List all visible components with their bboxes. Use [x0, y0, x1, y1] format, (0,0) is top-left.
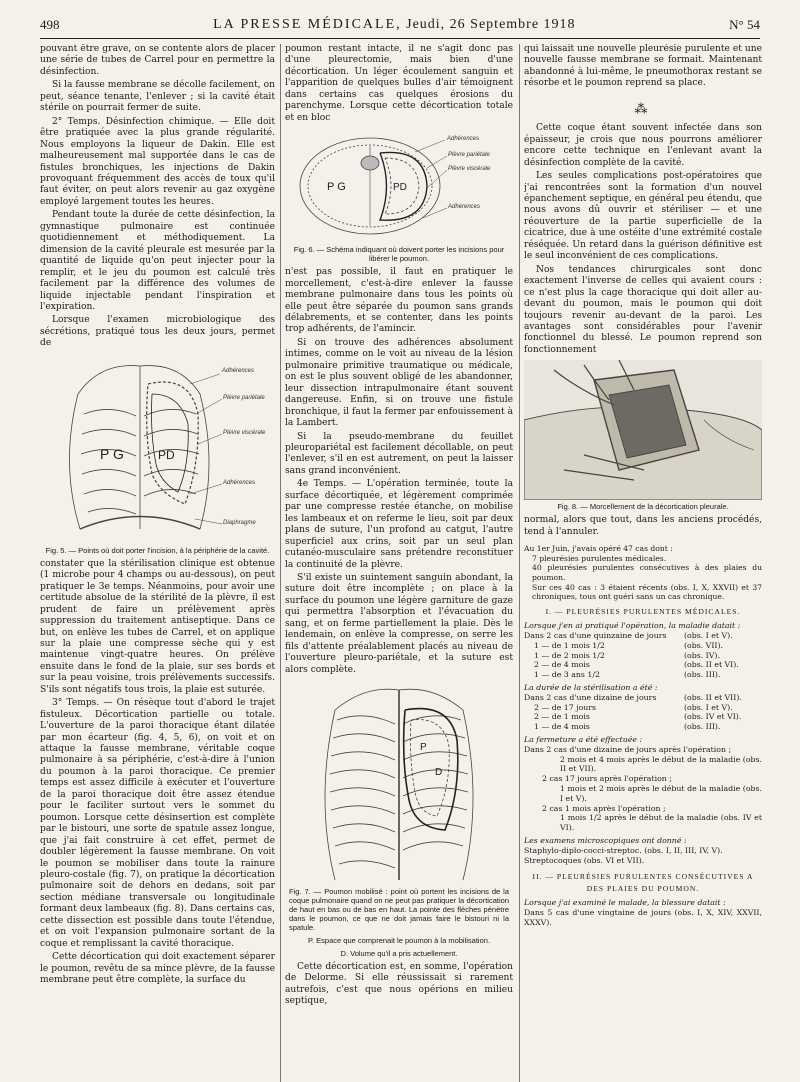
table-lead: Lorsque j'en ai pratiqué l'opération, la maladie datait :	[524, 621, 741, 631]
section-1-table	[524, 621, 762, 865]
label-pd: PD	[158, 447, 175, 462]
paragraph: n'est pas possible, il faut en pratiquer le morcellement, c'est-à-dire enlever la fausse membrane pulmonaire dans tous les points où elle peut être séparée du poumon sans grands délabrements, et se contenter, dans les points trop adhérents, de l'amincir.	[285, 267, 513, 335]
table-line: 1 mois et 2 mois après le début de la maladie (obs. I et V).	[560, 784, 762, 803]
figure-5-caption: Fig. 5. — Points où doit porter l'incision, à la périphérie de la cavité.	[45, 545, 270, 555]
page-header	[40, 12, 760, 39]
table-row: 1 — de 3 ans 1/2 (obs. III).	[534, 670, 721, 680]
thorax-diagram	[40, 354, 275, 544]
journal-name: LA PRESSE MÉDICALE,	[213, 17, 402, 32]
rib-cage-diagram	[285, 680, 513, 885]
table-row: Dans 2 cas d'une dizaine de jours (obs. II et VII).	[524, 692, 742, 702]
table-line: Streptocoques (obs. VI et VII).	[524, 855, 645, 865]
issue-date: Jeudi, 26 Septembre 1918	[406, 17, 576, 32]
table-row: 2 — de 4 mois (obs. II et VI).	[534, 660, 739, 670]
table-row: Dans 2 cas d'une quinzaine de jours (obs. I et V).	[524, 631, 733, 641]
label-plevre-viscerale: Plèvre viscérale	[223, 429, 266, 436]
paragraph: 4e Temps. — L'opération terminée, toute la surface décortiquée, et légèrement comprimée par une compresse restée étanche, on mobilise les lambeaux et on referme le lieu, soit par deux plans de suture, l'un profond au catgut, l'autre superficiel aux crins, soit par un seul plan cutanéo-musculaire sans prétendre reconstituer la continuité de la plèvre.	[285, 479, 513, 570]
paragraph: normal, alors que tout, dans les anciens procédés, tend à l'annuler.	[524, 515, 762, 537]
issue-number: N° 54	[729, 17, 760, 32]
table-lead: La durée de la stérilisation a été :	[524, 683, 658, 693]
table-line: 1 mois 1/2 après le début de la maladie (obs. IV et VI).	[560, 813, 762, 833]
section-heading-1: I. — PLEURÉSIES PURULENTES MÉDICALES.	[545, 606, 741, 616]
table-lead: Lorsque j'ai examiné le malade, la blessure datait :	[524, 898, 726, 908]
surgery-illustration	[524, 360, 762, 500]
label-adherences-bottom: Adhérences	[448, 204, 481, 211]
label-pg: P G	[100, 445, 124, 462]
label-p: P	[420, 742, 427, 754]
figure-7	[285, 680, 513, 958]
paragraph: Cette décortication qui doit exactement séparer le poumon, revêtu de sa mince plèvre, de la fausse membrane peut être complète, la surface du	[40, 952, 275, 986]
column-1	[40, 44, 275, 1082]
label-adherences-top: Adhérences	[447, 136, 480, 143]
section-2-table	[524, 898, 762, 927]
label-plevre-viscerale: Plèvre viscérale	[448, 166, 491, 173]
column-2	[285, 44, 513, 1082]
page-number: 498	[40, 17, 60, 32]
figure-8	[524, 360, 762, 511]
table-lead: La fermeture a été effectuée :	[524, 735, 643, 745]
table-row: 2 — de 17 jours (obs. I et V).	[534, 702, 733, 712]
table-line: Dans 5 cas d'une vingtaine de jours (obs. I, X, XIV, XXVII, XXXV).	[524, 908, 762, 927]
paragraph: S'il existe un suintement sanguin abondant, la suture doit être incomplète ; on place à la surface du poumon une légère garniture de gaze qui permettra l'absorption et l'évacuation du sang, et on ferme partiellement la plaie. Dès le lendemain, on enlève la compresse, on serre les fils d'attente préalablement placés au niveau de l'ouverture pleuro-pariétale, et la suture est alors complète.	[285, 572, 513, 675]
paragraph: Cette décortication est, en somme, l'opération de Delorme. Si elle réussissait si rarement autrefois, c'est que nous opérions en milieu septique,	[285, 962, 513, 1007]
stats-line: 40 pleurésies purulentes consécutives à des plaies du poumon.	[532, 563, 762, 583]
label-diaphragme: Diaphragme	[223, 519, 256, 526]
table-row: 1 — de 4 mois (obs. III).	[534, 722, 721, 732]
table-lead: Les examens microscopiques ont donné :	[524, 835, 687, 845]
label-adherences-bottom: Adhérences	[223, 479, 256, 486]
stats-line: 7 pleurésies purulentes médicales.	[532, 553, 667, 563]
paragraph: 2° Temps. Désinfection chimique. — Elle doit être pratiquée avec la plus grande régularité. Nous employons la liqueur de Dakin. Elle est malheureusement mal supportée dans le cas de fistules bronchiques, les injections de Dakin provoquant fréquemment des accès de toux qu'il faut éviter, on peut alors revenir au gaz oxygène employé largement toutes les heures.	[40, 116, 275, 207]
paragraph: constater que la stérilisation clinique est obtenue (1 microbe pour 4 champs ou au-dessous), on peut pratiquer le 3e temps. Néanmoins, pour avoir une certitude absolue de la stérilité de la plèvre, il est prudent de faire un prélèvement après suppression du traitement antiseptique. Dans ce but, on enlève les tubes de Carrel, et on applique sur la plaie une compresse sèche qui y est maintenue vingt-quatre heures. On prélève ensuite dans le fond de la plaie, sur ses bords et sur la peau voisine, trois prélèvements successifs. S'ils sont négatifs tous trois, la plaie est suturée.	[40, 558, 275, 695]
paragraph: Les seules complications post-opératoires que j'ai rencontrées sont la formation d'un nouvel épanchement septique, en général peu étendu, que nous avons dû ouvrir et stériliser — et une réouverture de la partie superficielle de la cicatrice, due à une ostéite d'une extrémité costale réséquée. Un retard dans la guérison définitive est le seul inconvénient de ces complications.	[524, 171, 762, 262]
figure-6-caption: Fig. 6. — Schéma indiquant où doivent porter les incisions pour libérer le poumon.	[293, 245, 505, 264]
paragraph: Si on trouve des adhérences absolument intimes, comme on le voit au niveau de la lésion pulmonaire primitive traumatique ou médicale, on est le plus souvent obligé de les abandonner, leur dissection intrapulmonaire étant souvent dangereuse. Enfin, si on trouve une fistule bronchique, il faut la fermer par enfouissement à la Lambert.	[285, 337, 513, 429]
column-3	[524, 44, 762, 1082]
table-row: 1 — de 2 mois 1/2 (obs. IV).	[534, 650, 720, 660]
figure-6	[285, 128, 513, 263]
section-separator: ⁂	[634, 101, 652, 117]
table-line: 2 cas 17 jours après l'opération ;	[542, 774, 672, 784]
table-row: 2 — de 1 mois (obs. IV et VI).	[534, 712, 742, 722]
label-plevre-parietale: Plèvre pariétale	[223, 394, 265, 401]
statistics-block	[524, 544, 762, 602]
paragraph: Si la fausse membrane se décolle facilement, on peut, séance tenante, l'enlever ; si la cavité était stérile on pourrait fermer de suite.	[40, 80, 275, 114]
figure-7-caption: Fig. 7. — Poumon mobilisé : point où portent les incisions de la coque pulmonaire quand on ne peut pas pratiquer la décortication de haut en bas ou de bas en haut. La pointe des flèches pénètre dans le poumon, ce que ne doit jamais faire le bistouri ni la spatule.	[289, 887, 509, 933]
label-d: D	[435, 767, 443, 779]
table-line: 2 mois et 4 mois après le début de la maladie (obs. II et VII).	[560, 754, 762, 774]
label-plevre-parietale: Plèvre pariétale	[448, 152, 490, 159]
column-rule	[280, 44, 281, 1082]
figure-7-caption-p: P. Espace que comprenait le poumon à la mobilisation.	[307, 936, 491, 946]
paragraph: Nos tendances chirurgicales sont donc exactement l'inverse de celles qui avaient cours : ce n'est plus la cage thoracique qui doit aller au-devant du poumon, mais le poumon qui doit toujours revenir au-devant de la paroi. Les avantages sont considérables pour l'avenir fonctionnel du blessé. Le poumon reprend son fonctionnement	[524, 264, 762, 355]
column-rule	[519, 44, 520, 1082]
label-adherences-top: Adhérences	[222, 367, 255, 374]
paragraph: poumon restant intacte, il ne s'agit donc pas d'une pleurectomie, mais bien d'une décortication. Un léger écoulement sanguin et l'apparition de quelques bulles d'air témoignent dans certains cas quelques érosions du parenchyme. Lorsque cette décortication totale et en bloc	[285, 44, 513, 123]
stats-line: Sur ces 40 cas : 3 étaient récents (obs. I, X, XXVII) et 37 chroniques, tous ont guéri sans un cas chronique.	[532, 582, 762, 602]
table-line: Dans 2 cas d'une dizaine de jours après l'opération ;	[524, 744, 732, 754]
figure-7-caption-d: D. Volume qu'il a pris actuellement.	[340, 949, 458, 959]
table-line: Staphylo-diplo-cocci-streptoc. (obs. I, II, III, IV, V).	[524, 845, 723, 855]
label-pg: P G	[327, 181, 346, 194]
figure-5	[40, 354, 275, 555]
section-heading-2: II. — PLEURÉSIES PURULENTES CONSÉCUTIVES A DES PLAIES DU POUMON.	[532, 872, 754, 893]
table-row: 1 — de 1 mois 1/2 (obs. VII).	[534, 640, 723, 650]
cross-section-diagram	[285, 128, 513, 243]
table-line: 2 cas 1 mois après l'opération ;	[542, 803, 666, 813]
figure-8-caption: Fig. 8. — Morcellement de la décortication pleurale.	[557, 502, 729, 512]
paragraph: Pendant toute la durée de cette désinfection, la gymnastique pulmonaire est continuée quotidiennement et méthodiquement. La dimension de la cavité pleurale est mesurée par la quantité de liquide qu'on peut injecter pour la remplir, et le jeu du poumon est calculé très facilement par la différence des volumes de liquide injectable pendant l'inspiration et l'expiration.	[40, 210, 275, 312]
paragraph: Si la pseudo-membrane du feuillet pleuropariétal est facilement décollable, on peut l'enlever, s'il en est autrement, on peut la laisser sans grand inconvénient.	[285, 431, 513, 476]
paragraph: Lorsque l'examen microbiologique des sécrétions, pratiqué tous les deux jours, permet de	[40, 315, 275, 349]
paragraph: Cette coque étant souvent infectée dans son épaisseur, je crois que nous pourrons améliorer encore cette technique en l'enlevant avant la désinfection complète de la cavité.	[524, 123, 762, 168]
stats-intro: Au 1er Juin, j'avais opéré 47 cas dont :	[524, 544, 673, 554]
label-pd: PD	[393, 182, 407, 194]
paragraph: pouvant être grave, on se contente alors de placer une série de tubes de Carrel pour en permettre la désinfection.	[40, 44, 275, 77]
paragraph: qui laissait une nouvelle pleurésie purulente et une nouvelle fausse membrane se formait. Maintenant abandonné à lui-même, le pneumothorax restant se résorbe et le poumon reprend sa place.	[524, 44, 762, 89]
masthead	[213, 17, 575, 33]
paragraph: 3° Temps. — On résèque tout d'abord le trajet fistuleux. Décortication partielle ou totale. L'ouverture de la paroi thoracique étant dilatée par mon écarteur (fig. 4, 5, 6), on voit et on attaque la fausse membrane, véritable coque pulmonaire à sa périphérie, c'est-à-dire à l'union du poumon à la paroi thoracique. Ce premier temps est assez difficile à exécuter et l'ouverture de la paroi thoracique doit être assez étendue pour le faciliter surtout vers le sommet du poumon. Lorsque cette désinsertion est complète par le bistouri, une sorte de spatule assez longue, que j'ai fait construire à cet effet, permet de doubler légèrement la fausse membrane. On voit le poumon se mobiliser dans toute la rainure pleuro-costale (fig. 7), on pratique la décortication pulmonaire soit de dehors en dedans, soit par section médiane transversale ou longitudinale formant deux lambeaux (fig. 8). Dans certains cas, cette dissection est possible dans toute l'étendue, et on voit l'expansion pulmonaire sortant de la coque et remplissant la cavité thoracique.	[40, 698, 275, 949]
